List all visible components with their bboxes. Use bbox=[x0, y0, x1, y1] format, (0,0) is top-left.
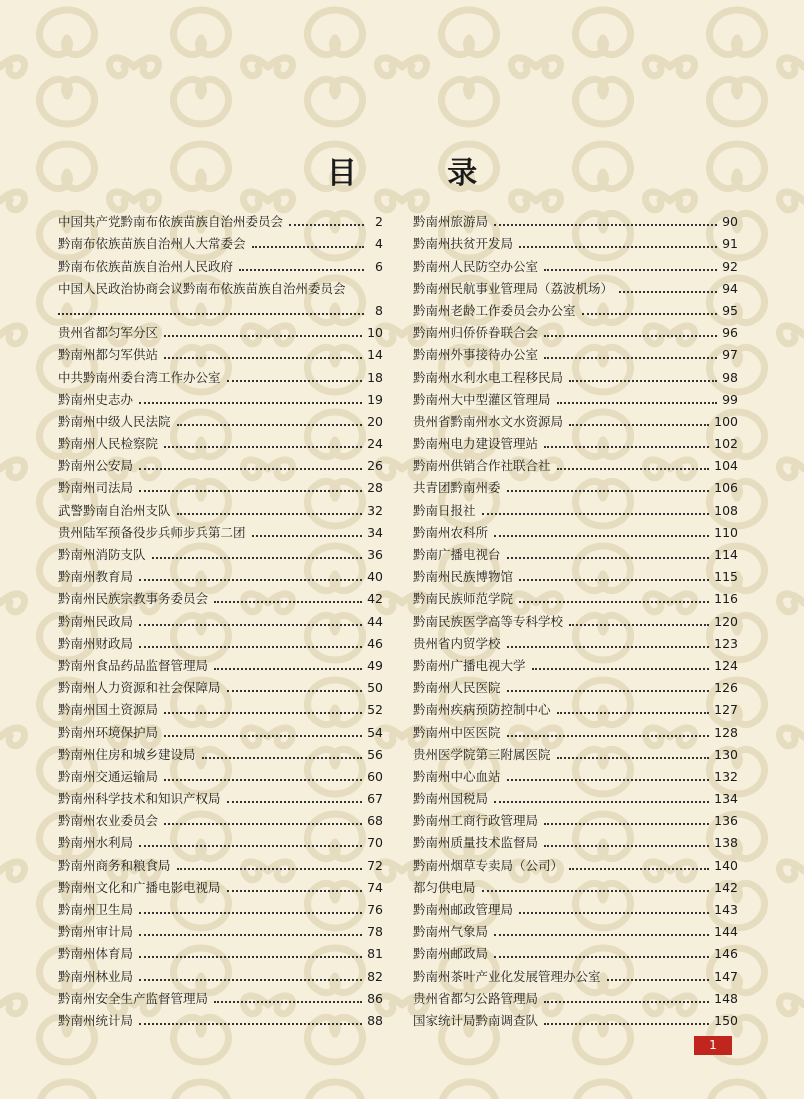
leader-dots bbox=[482, 890, 710, 892]
toc-entry[interactable] bbox=[58, 877, 383, 899]
toc-entry-page: 126 bbox=[714, 680, 738, 696]
toc-entry-page: 116 bbox=[714, 591, 738, 607]
toc-entry-page: 100 bbox=[714, 413, 738, 429]
toc-entry[interactable] bbox=[58, 477, 383, 499]
toc-entry-page: 68 bbox=[367, 813, 383, 829]
toc-entry-title: 黔南州农业委员会 bbox=[58, 813, 159, 829]
toc-entry-page: 32 bbox=[367, 502, 383, 518]
toc-entry-page: 76 bbox=[367, 902, 383, 917]
toc-entry[interactable] bbox=[413, 766, 738, 788]
toc-entry[interactable] bbox=[58, 965, 383, 987]
leader-dots bbox=[557, 757, 710, 759]
toc-entry[interactable] bbox=[58, 522, 383, 544]
toc-entry[interactable] bbox=[58, 899, 383, 921]
leader-dots bbox=[164, 335, 362, 337]
toc-entry-page: 8 bbox=[375, 302, 383, 318]
toc-entry-title: 黔南州中心血站 bbox=[413, 768, 501, 784]
toc-entry-page: 106 bbox=[714, 480, 738, 496]
toc-entry[interactable] bbox=[413, 921, 738, 943]
toc-entry[interactable] bbox=[58, 233, 383, 255]
toc-entry-page: 124 bbox=[714, 657, 738, 673]
toc-entry-title: 黔南州教育局 bbox=[58, 569, 134, 585]
toc-entry[interactable] bbox=[58, 389, 383, 411]
leader-dots bbox=[519, 579, 709, 581]
toc-entry-page: 74 bbox=[367, 879, 383, 895]
leader-dots bbox=[164, 735, 362, 737]
toc-entry[interactable] bbox=[413, 943, 738, 965]
leader-dots bbox=[139, 646, 362, 648]
toc-entry-page: 54 bbox=[367, 724, 383, 740]
toc-entry-title: 黔南州交通运输局 bbox=[58, 768, 159, 784]
toc-entry[interactable] bbox=[58, 921, 383, 943]
toc-entry-title: 黔南州邮政局 bbox=[413, 946, 489, 962]
toc-entry-title: 黔南州烟草专卖局（公司） bbox=[413, 857, 564, 873]
leader-dots bbox=[494, 956, 709, 958]
toc-entry[interactable] bbox=[413, 433, 738, 455]
toc-entry-title: 黔南州司法局 bbox=[58, 480, 134, 496]
leader-dots bbox=[494, 224, 717, 226]
toc-entry-title: 黔南州旅游局 bbox=[413, 214, 489, 230]
toc-entry[interactable] bbox=[413, 633, 738, 655]
leader-dots bbox=[544, 823, 709, 825]
toc-entry-page: 150 bbox=[714, 1012, 738, 1028]
toc-entry-page: 123 bbox=[714, 635, 738, 651]
leader-dots bbox=[569, 380, 717, 382]
toc-entry-title: 黔南州审计局 bbox=[58, 924, 134, 940]
toc-entry-page: 97 bbox=[722, 347, 738, 363]
toc-entry[interactable] bbox=[413, 810, 738, 832]
leader-dots bbox=[544, 357, 717, 359]
toc-entry-title: 黔南州卫生局 bbox=[58, 902, 134, 917]
toc-entry-page: 82 bbox=[367, 968, 383, 984]
toc-entry[interactable] bbox=[58, 677, 383, 699]
leader-dots bbox=[139, 956, 362, 958]
toc-entry[interactable] bbox=[413, 610, 738, 632]
toc-entry[interactable] bbox=[413, 655, 738, 677]
toc-entry[interactable] bbox=[413, 1010, 738, 1032]
toc-entry-title: 黔南州电力建设管理站 bbox=[413, 436, 539, 452]
leader-dots bbox=[139, 402, 362, 404]
leader-dots bbox=[227, 380, 363, 382]
toc-entry-page: 18 bbox=[367, 369, 383, 385]
toc-entry-page: 49 bbox=[367, 657, 383, 673]
leader-dots bbox=[532, 668, 710, 670]
toc-entry-title: 黔南州民航事业管理局（荔波机场） bbox=[413, 280, 614, 296]
toc-entry-page: 104 bbox=[714, 458, 738, 474]
toc-entry-page: 70 bbox=[367, 835, 383, 851]
toc-entry-page: 78 bbox=[367, 924, 383, 940]
toc-entry[interactable] bbox=[58, 588, 383, 610]
toc-entry[interactable] bbox=[413, 477, 738, 499]
toc-entry[interactable] bbox=[58, 300, 383, 322]
toc-entry-title: 黔南州邮政管理局 bbox=[413, 902, 514, 917]
toc-entry-title: 黔南州人民医院 bbox=[413, 680, 501, 696]
leader-dots bbox=[164, 779, 362, 781]
toc-entry-page: 146 bbox=[714, 946, 738, 962]
toc-entry-page: 20 bbox=[367, 413, 383, 429]
toc-entry-title: 黔南州人民检察院 bbox=[58, 436, 159, 452]
toc-entry-title: 贵州省内贸学校 bbox=[413, 635, 501, 651]
leader-dots bbox=[202, 757, 363, 759]
leader-dots bbox=[569, 424, 709, 426]
toc-entry-title: 黔南州茶叶产业化发展管理办公室 bbox=[413, 968, 601, 984]
toc-entry[interactable] bbox=[58, 788, 383, 810]
toc-entry-title: 黔南州民政局 bbox=[58, 613, 134, 629]
toc-entry[interactable] bbox=[58, 633, 383, 655]
leader-dots bbox=[507, 735, 710, 737]
toc-entry-title: 黔南州民族博物馆 bbox=[413, 569, 514, 585]
toc-entry-title: 黔南民族医学高等专科学校 bbox=[413, 613, 564, 629]
toc-entry-title: 黔南州广播电视大学 bbox=[413, 657, 526, 673]
toc-entry-page: 132 bbox=[714, 768, 738, 784]
toc-entry[interactable] bbox=[413, 389, 738, 411]
toc-entry-title: 黔南州统计局 bbox=[58, 1012, 134, 1028]
toc-entry[interactable] bbox=[58, 1010, 383, 1032]
leader-dots bbox=[164, 823, 362, 825]
leader-dots bbox=[607, 979, 710, 981]
toc-entry-page: 95 bbox=[722, 302, 738, 318]
leader-dots bbox=[557, 402, 718, 404]
toc-entry[interactable] bbox=[58, 211, 383, 233]
leader-dots bbox=[177, 513, 363, 515]
toc-entry-page: 19 bbox=[367, 391, 383, 407]
toc-entry[interactable] bbox=[58, 499, 383, 521]
toc-right-column bbox=[413, 211, 738, 1032]
toc-entry[interactable] bbox=[413, 366, 738, 388]
leader-dots bbox=[177, 424, 363, 426]
toc-entry-title: 黔南州大中型灌区管理局 bbox=[413, 391, 551, 407]
toc-entry-title: 黔南州气象局 bbox=[413, 924, 489, 940]
toc-entry-title: 黔南州民族宗教事务委员会 bbox=[58, 591, 209, 607]
leader-dots bbox=[519, 601, 709, 603]
toc-entry[interactable] bbox=[413, 877, 738, 899]
toc-entry-title: 黔南州老龄工作委员会办公室 bbox=[413, 302, 576, 318]
toc-entry[interactable] bbox=[413, 278, 738, 300]
toc-entry-page: 72 bbox=[367, 857, 383, 873]
toc-entry-page: 28 bbox=[367, 480, 383, 496]
toc-entry-title: 贵州省黔南州水文水资源局 bbox=[413, 413, 564, 429]
toc-entry-page: 114 bbox=[714, 547, 738, 562]
toc-entry-page: 99 bbox=[722, 391, 738, 407]
toc-entry-title: 黔南布依族苗族自治州人大常委会 bbox=[58, 236, 246, 252]
leader-dots bbox=[494, 934, 709, 936]
toc-entry-title: 黔南日报社 bbox=[413, 502, 476, 518]
toc-entry-page: 14 bbox=[367, 347, 383, 363]
leader-dots bbox=[582, 313, 718, 315]
toc-entry[interactable] bbox=[413, 832, 738, 854]
toc-entry-title: 贵州陆军预备役步兵师步兵第二团 bbox=[58, 524, 246, 540]
toc-entry[interactable] bbox=[58, 810, 383, 832]
toc-entry[interactable] bbox=[413, 211, 738, 233]
toc-entry-page: 140 bbox=[714, 857, 738, 873]
toc-entry[interactable] bbox=[413, 566, 738, 588]
toc-entry[interactable] bbox=[58, 455, 383, 477]
toc-entry-title: 黔南州环境保护局 bbox=[58, 724, 159, 740]
toc-entry-title: 中国人民政治协商会议黔南布依族苗族自治州委员会 bbox=[58, 280, 346, 296]
toc-entry-title: 黔南民族师范学院 bbox=[413, 591, 514, 607]
leader-dots bbox=[544, 1023, 709, 1025]
leader-dots bbox=[252, 246, 364, 248]
toc-entry-page: 143 bbox=[714, 902, 738, 917]
toc-entry-page: 127 bbox=[714, 702, 738, 718]
toc-entry-title: 黔南州工商行政管理局 bbox=[413, 813, 539, 829]
toc-entry-page: 148 bbox=[714, 990, 738, 1006]
toc-entry[interactable] bbox=[413, 255, 738, 277]
toc-entry[interactable] bbox=[58, 433, 383, 455]
leader-dots bbox=[139, 579, 362, 581]
toc-entry[interactable] bbox=[58, 255, 383, 277]
leader-dots bbox=[139, 468, 362, 470]
toc-entry-page: 96 bbox=[722, 325, 738, 341]
leader-dots bbox=[214, 668, 362, 670]
toc-entry-page: 115 bbox=[714, 569, 738, 585]
toc-entry[interactable] bbox=[58, 699, 383, 721]
leader-dots bbox=[139, 912, 362, 914]
leader-dots bbox=[139, 1023, 362, 1025]
toc-entry-title: 黔南布依族苗族自治州人民政府 bbox=[58, 258, 234, 274]
toc-entry-page: 92 bbox=[722, 258, 738, 274]
toc-entry-page: 110 bbox=[714, 524, 738, 540]
toc-entry[interactable] bbox=[413, 854, 738, 876]
toc-entry-page: 134 bbox=[714, 791, 738, 807]
leader-dots bbox=[139, 490, 362, 492]
leader-dots bbox=[507, 490, 710, 492]
leader-dots bbox=[227, 890, 363, 892]
leader-dots bbox=[544, 335, 717, 337]
toc-entry-page: 138 bbox=[714, 835, 738, 851]
toc-entry-title: 黔南州都匀军供站 bbox=[58, 347, 159, 363]
leader-dots bbox=[507, 779, 710, 781]
leader-dots bbox=[507, 690, 710, 692]
toc-entry-title: 贵州省都匀军分区 bbox=[58, 325, 159, 341]
toc-entry-page: 44 bbox=[367, 613, 383, 629]
toc-entry-title: 黔南州安全生产监督管理局 bbox=[58, 990, 209, 1006]
toc-entry-title: 黔南州商务和粮食局 bbox=[58, 857, 171, 873]
toc-entry[interactable] bbox=[58, 322, 383, 344]
toc-entry-title: 黔南州国土资源局 bbox=[58, 702, 159, 718]
leader-dots bbox=[214, 601, 362, 603]
toc-entry-page: 2 bbox=[375, 214, 383, 230]
toc-entry-title: 黔南州公安局 bbox=[58, 458, 134, 474]
toc-entry-page: 36 bbox=[367, 547, 383, 562]
toc-entry[interactable] bbox=[413, 899, 738, 921]
toc-entry-title: 黔南州质量技术监督局 bbox=[413, 835, 539, 851]
toc-entry-page: 4 bbox=[375, 236, 383, 252]
toc-entry-title: 黔南州文化和广播电影电视局 bbox=[58, 879, 221, 895]
toc-entry-title: 都匀供电局 bbox=[413, 879, 476, 895]
toc-entry[interactable] bbox=[58, 721, 383, 743]
toc-entry-page: 42 bbox=[367, 591, 383, 607]
leader-dots bbox=[507, 557, 710, 559]
leader-dots bbox=[164, 446, 362, 448]
leader-dots bbox=[507, 646, 710, 648]
toc-entry-page: 10 bbox=[367, 325, 383, 341]
toc-entry-title: 贵州省都匀公路管理局 bbox=[413, 990, 539, 1006]
leader-dots bbox=[482, 513, 710, 515]
leader-dots bbox=[544, 269, 717, 271]
toc-entry-page: 24 bbox=[367, 436, 383, 452]
toc-entry-page: 98 bbox=[722, 369, 738, 385]
toc-entry[interactable] bbox=[58, 610, 383, 632]
leader-dots bbox=[252, 535, 363, 537]
leader-dots bbox=[139, 934, 362, 936]
toc-entry-title: 黔南州财政局 bbox=[58, 635, 134, 651]
toc-entry[interactable] bbox=[413, 522, 738, 544]
leader-dots bbox=[519, 246, 717, 248]
toc-entry-page: 144 bbox=[714, 924, 738, 940]
toc-entry-page: 60 bbox=[367, 768, 383, 784]
toc-entry-page: 52 bbox=[367, 702, 383, 718]
toc-entry-title: 贵州医学院第三附属医院 bbox=[413, 746, 551, 762]
leader-dots bbox=[139, 845, 362, 847]
toc-entry-title: 中共黔南州委台湾工作办公室 bbox=[58, 369, 221, 385]
toc-entry-page: 46 bbox=[367, 635, 383, 651]
toc-entry-page: 6 bbox=[375, 258, 383, 274]
toc-entry-title: 黔南州人民防空办公室 bbox=[413, 258, 539, 274]
leader-dots bbox=[214, 1001, 362, 1003]
toc-entry-page: 94 bbox=[722, 280, 738, 296]
leader-dots bbox=[139, 624, 362, 626]
toc-entry-title: 国家统计局黔南调查队 bbox=[413, 1012, 539, 1028]
toc-entry-page: 128 bbox=[714, 724, 738, 740]
toc-entry-page: 81 bbox=[367, 946, 383, 962]
toc-entry[interactable] bbox=[413, 965, 738, 987]
toc-entry-page: 67 bbox=[367, 791, 383, 807]
toc-entry[interactable] bbox=[413, 411, 738, 433]
toc-entry[interactable] bbox=[58, 854, 383, 876]
leader-dots bbox=[619, 291, 717, 293]
leader-dots bbox=[177, 868, 363, 870]
toc-entry-page: 56 bbox=[367, 746, 383, 762]
toc-entry-title: 黔南州扶贫开发局 bbox=[413, 236, 514, 252]
leader-dots bbox=[544, 446, 709, 448]
toc-entry[interactable] bbox=[413, 788, 738, 810]
toc-entry-page: 34 bbox=[367, 524, 383, 540]
toc-entry-title: 中国共产党黔南布依族苗族自治州委员会 bbox=[58, 214, 284, 230]
toc-entry-title: 黔南州外事接待办公室 bbox=[413, 347, 539, 363]
toc-entry-title: 黔南州国税局 bbox=[413, 791, 489, 807]
toc-entry-title: 黔南州食品药品监督管理局 bbox=[58, 657, 209, 673]
page-title: 目 录 bbox=[326, 156, 518, 191]
toc-entry-page: 120 bbox=[714, 613, 738, 629]
toc-entry-page: 40 bbox=[367, 569, 383, 585]
toc-entry-title: 黔南州科学技术和知识产权局 bbox=[58, 791, 221, 807]
toc-entry-page: 142 bbox=[714, 879, 738, 895]
toc-entry-title: 黔南州归侨侨眷联合会 bbox=[413, 325, 539, 341]
toc-entry-title: 黔南州供销合作社联合社 bbox=[413, 458, 551, 474]
toc-entry[interactable] bbox=[413, 455, 738, 477]
toc-entry[interactable] bbox=[58, 766, 383, 788]
leader-dots bbox=[569, 868, 709, 870]
toc-entry-title: 武警黔南自治州支队 bbox=[58, 502, 171, 518]
toc-entry[interactable] bbox=[413, 744, 738, 766]
leader-dots bbox=[164, 712, 362, 714]
toc-entry[interactable] bbox=[413, 344, 738, 366]
toc-entry-title: 黔南州疾病预防控制中心 bbox=[413, 702, 551, 718]
toc-entry[interactable] bbox=[58, 366, 383, 388]
toc-entry-page: 147 bbox=[714, 968, 738, 984]
leader-dots bbox=[494, 801, 709, 803]
toc-entry-page: 130 bbox=[714, 746, 738, 762]
toc-entry-title: 黔南州人力资源和社会保障局 bbox=[58, 680, 221, 696]
toc-entry[interactable] bbox=[58, 411, 383, 433]
toc-entry[interactable] bbox=[58, 943, 383, 965]
toc-entry[interactable] bbox=[413, 677, 738, 699]
leader-dots bbox=[494, 535, 709, 537]
leader-dots bbox=[557, 712, 710, 714]
toc-entry-page: 88 bbox=[367, 1012, 383, 1028]
toc-entry-page: 86 bbox=[367, 990, 383, 1006]
leader-dots bbox=[239, 269, 364, 271]
toc-entry[interactable] bbox=[58, 344, 383, 366]
toc-entry-title: 黔南州水利水电工程移民局 bbox=[413, 369, 564, 385]
toc-entry[interactable] bbox=[58, 566, 383, 588]
toc-entry-title: 黔南州消防支队 bbox=[58, 547, 146, 562]
toc-entry-title: 黔南广播电视台 bbox=[413, 547, 501, 562]
toc-entry-title: 黔南州中级人民法院 bbox=[58, 413, 171, 429]
toc-entry[interactable] bbox=[58, 744, 383, 766]
toc-left-column bbox=[58, 211, 383, 1032]
toc-entry[interactable] bbox=[413, 544, 738, 566]
toc-entry[interactable] bbox=[413, 588, 738, 610]
toc-entry-page: 90 bbox=[722, 214, 738, 230]
toc-entry[interactable] bbox=[58, 544, 383, 566]
leader-dots bbox=[569, 624, 709, 626]
page-number-badge: 1 bbox=[694, 1036, 732, 1055]
toc-entry-title: 黔南州中医医院 bbox=[413, 724, 501, 740]
toc-entry[interactable] bbox=[413, 721, 738, 743]
toc-entry[interactable] bbox=[413, 233, 738, 255]
toc-entry-page: 136 bbox=[714, 813, 738, 829]
leader-dots bbox=[227, 690, 363, 692]
toc-entry[interactable] bbox=[58, 988, 383, 1010]
toc-entry-title: 黔南州住房和城乡建设局 bbox=[58, 746, 196, 762]
toc-entry-page: 26 bbox=[367, 458, 383, 474]
toc-entry-page: 108 bbox=[714, 502, 738, 518]
toc-entry-title: 黔南州体育局 bbox=[58, 946, 134, 962]
toc-entry[interactable] bbox=[413, 499, 738, 521]
leader-dots bbox=[152, 557, 363, 559]
toc-entry-title: 黔南州林业局 bbox=[58, 968, 134, 984]
toc-entry[interactable] bbox=[413, 988, 738, 1010]
toc-entry-title: 黔南州农科所 bbox=[413, 524, 489, 540]
toc-entry-page: 91 bbox=[722, 236, 738, 252]
toc-entry[interactable] bbox=[413, 322, 738, 344]
leader-dots bbox=[139, 979, 362, 981]
toc-entry[interactable] bbox=[58, 832, 383, 854]
leader-dots bbox=[544, 1001, 709, 1003]
toc-entry-title: 共青团黔南州委 bbox=[413, 480, 501, 496]
toc-entry[interactable] bbox=[413, 300, 738, 322]
leader-dots bbox=[164, 357, 362, 359]
leader-dots bbox=[557, 468, 710, 470]
toc-entry-title: 黔南州水利局 bbox=[58, 835, 134, 851]
leader-dots bbox=[58, 313, 364, 315]
toc-entry[interactable] bbox=[58, 655, 383, 677]
leader-dots bbox=[227, 801, 363, 803]
toc-entry-page: 50 bbox=[367, 680, 383, 696]
leader-dots bbox=[289, 224, 364, 226]
toc-entry-page: 102 bbox=[714, 436, 738, 452]
toc-entry-title: 黔南州史志办 bbox=[58, 391, 134, 407]
leader-dots bbox=[519, 912, 709, 914]
toc-entry[interactable] bbox=[413, 699, 738, 721]
leader-dots bbox=[544, 845, 709, 847]
